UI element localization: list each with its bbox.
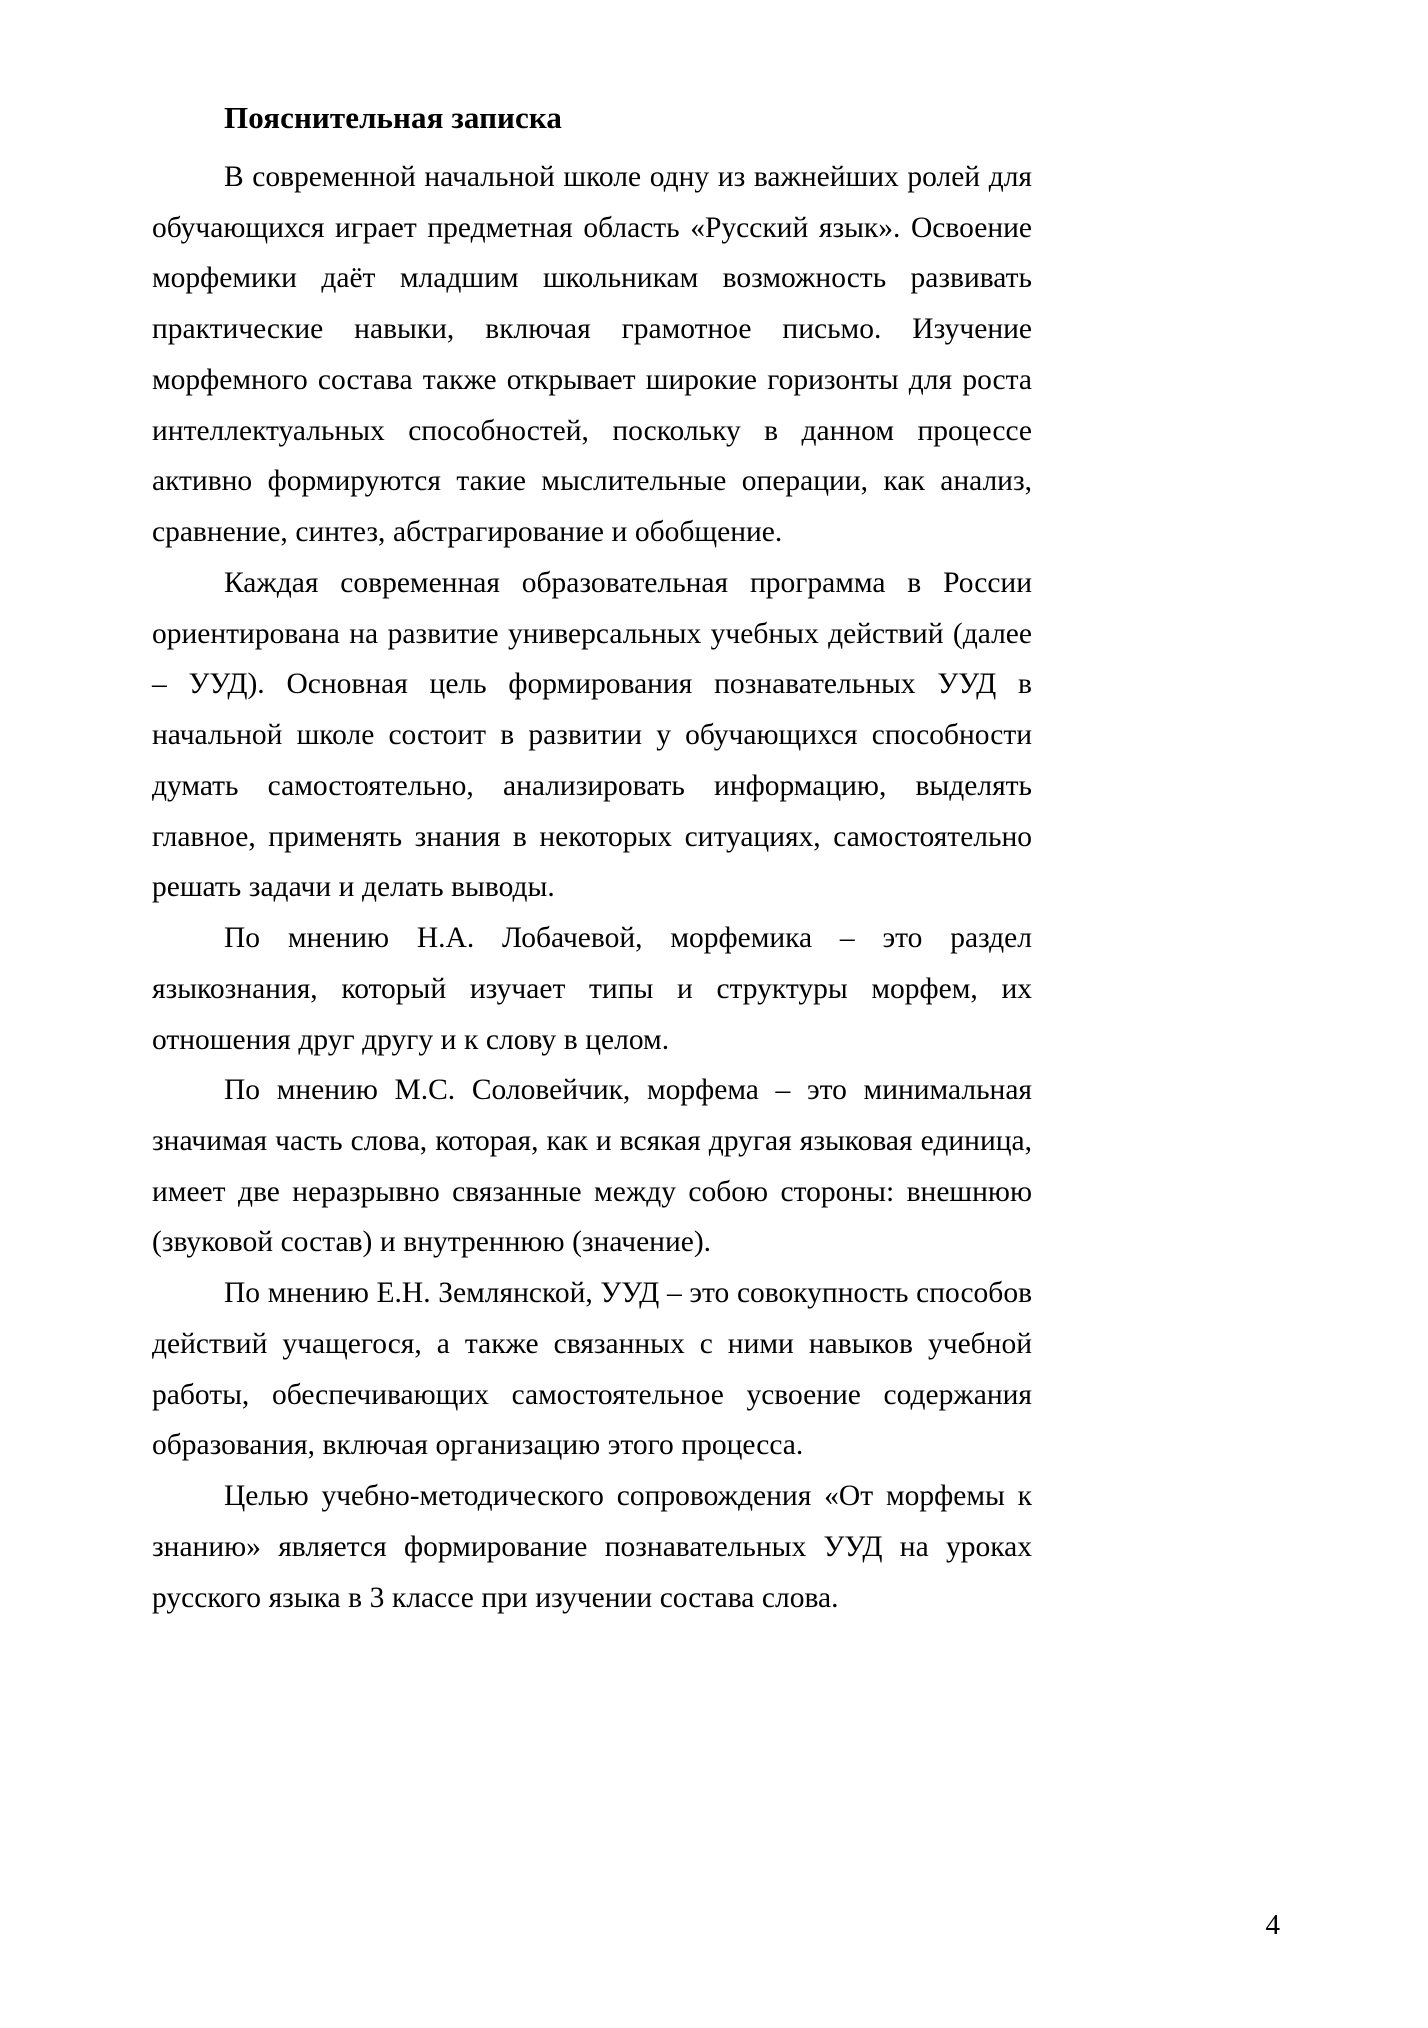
page-number: 4 [1265,1909,1280,1941]
paragraph-purpose-of-methodical-support: Целью учебно-методического сопровождения «От морфемы к знанию» является формирование познавательных УУД на уроках русского языка в 3 классе при изучении состава слова. [152,1480,1032,1614]
paragraph-soloveychik-definition: По мнению М.С. Соловейчик, морфема – это минимальная значимая часть слова, которая, как и всякая другая языковая единица, имеет две неразрывно связанные между собою стороны: внешнюю (звуковой состав) и внутреннюю (значение). [152,1074,1032,1259]
paragraph-educational-program-uud: Каждая современная образовательная программа в России ориентирована на развитие универсальных учебных действий (далее – УУД). Основная цель формирования познавательных УУД в начальной школе состоит в развитии у обучающихся способности думать самостоятельно, анализировать информацию, выделять главное, применять знания в некоторых ситуациях, самостоятельно решать задачи и делать выводы. [152,566,1032,904]
page-content [152,96,1032,1623]
page-title: Пояснительная записка [224,100,562,135]
paragraph-zemlyanskaya-definition: По мнению Е.Н. Землянской, УУД – это совокупность способов действий учащегося, а также связанных с ними навыков учебной работы, обеспечивающих самостоятельное усвоение содержания образования, включая организацию этого процесса. [152,1277,1032,1462]
paragraph-intro-role-of-russian-language: В современной начальной школе одну из важнейших ролей для обучающихся играет предметная область «Русский язык». Освоение морфемики даёт младшим школьникам возможность развивать практические навыки, включая грамотное письмо. Изучение морфемного состава также открывает широкие горизонты для роста интеллектуальных способностей, поскольку в данном процессе активно формируются такие мыслительные операции, как анализ, сравнение, синтез, абстрагирование и обобщение. [152,161,1032,549]
paragraph-lobacheva-definition: По мнению Н.А. Лобачевой, морфемика – это раздел языкознания, который изучает типы и структуры морфем, их отношения друг другу и к слову в целом. [152,922,1032,1056]
